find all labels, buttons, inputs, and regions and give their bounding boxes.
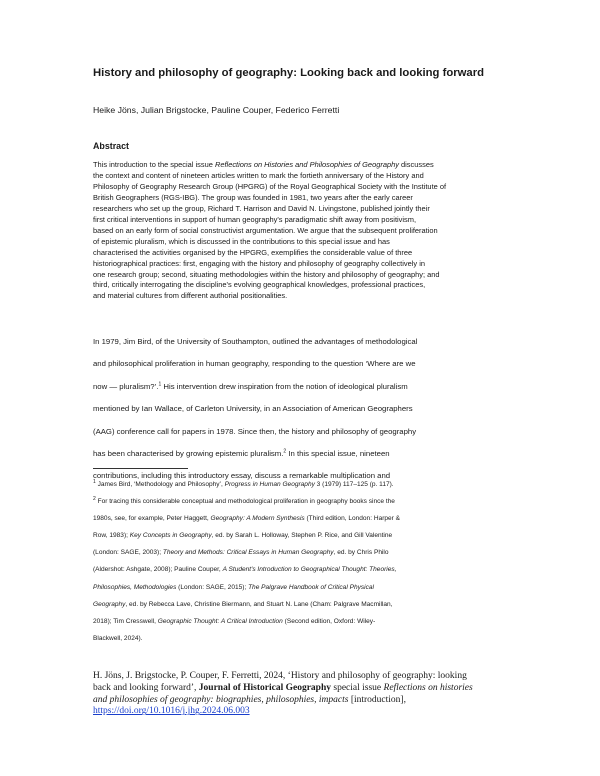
abstract-line: British Geographers (RGS-IBG). The group was founded in 1981, two years after the early career: [93, 192, 413, 202]
footnotes: [93, 476, 523, 647]
journal-name: Journal of Historical Geography: [198, 682, 331, 693]
footnote-2-line: (London: SAGE, 2003); Theory and Methods: Critical Essays in Human Geography, ed. by Chris Philo: [93, 549, 389, 557]
doi-link[interactable]: https://doi.org/10.1016/j.jhg.2024.06.003: [93, 706, 250, 717]
abstract-text: [93, 160, 523, 302]
footnote-2-line: 2018); Tim Cresswell, Geographic Thought: A Critical Introduction (Second edition, Oxford: Wiley-: [93, 617, 376, 625]
footnote-1: $^1$ James Bird, ‘Methodology and Philosophy’, Progress in Human Geography 3 (1979) 117–125 (p. 117).: [93, 478, 394, 488]
footnote-2-line: 1980s, see, for example, Peter Haggett, Geography: A Modern Synthesis (Third edition, London: Harper &: [93, 515, 401, 523]
abstract-line: third, critically interrogating the discipline's evolving geographical knowledges, professional practices,: [93, 280, 426, 290]
footnote-2-line: (Aldershot: Ashgate, 2008); Pauline Couper, A Student's Introduction to Geographical Thought: Theories,: [93, 566, 397, 574]
abstract-line: the context and content of nineteen articles written to mark the fortieth anniversary of the History and: [93, 170, 424, 180]
citation-line: H. Jöns, J. Brigstocke, P. Couper, F. Ferretti, 2024, ‘History and philosophy of geography: looking: [93, 671, 467, 681]
citation-line: back and looking forward’, Journal of Historical Geography special issue Reflections on histories: [93, 682, 473, 693]
footnote-2-line: Row, 1983); Key Concepts in Geography, ed. by Sarah L. Holloway, Stephen P. Rice, and Gill Valentine: [93, 532, 393, 540]
abstract-heading: Abstract: [93, 141, 130, 151]
abstract-line: researchers who set up the group, Richard T. Harrison and David N. Livingstone, published jointly their: [93, 203, 430, 213]
citation-block: [93, 671, 533, 718]
body-line: In 1979, Jim Bird, of the University of Southampton, outlined the advantages of methodological: [93, 337, 418, 346]
abstract-line: Philosophy of Geography Research Group (HPGRG) of the Royal Geographical Society with the Institute of: [93, 181, 447, 191]
body-line: now — pluralism?’.$^1$ His intervention drew inspiration from the notion of ideological pluralism: [93, 381, 408, 391]
body-line: contributions, including this introductory essay, discuss a remarkable multiplication and: [93, 471, 391, 481]
abstract-line: historiographical practices: first, engaging with the history and philosophy of geography collectively in: [93, 258, 425, 268]
abstract-line: and material cultures from different authorial positionalities.: [93, 291, 288, 301]
body-paragraph: [93, 331, 523, 488]
abstract-line: characterised the activities organised by the HPGRG, exemplifies the considerable value of three: [93, 247, 413, 257]
footnote-2-line: Geography, ed. by Rebecca Lave, Christine Biermann, and Stuart N. Lane (Cham: Palgrave Macmillan,: [93, 600, 393, 608]
footnote-divider: [93, 468, 188, 469]
body-line: has been characterised by growing epistemic pluralism.$^2$ In this special issue, nineteen: [93, 448, 390, 459]
abstract-line: based on an early form of social constructivist argumentation. We argue that the subsequent proliferation: [93, 225, 438, 235]
citation-line: [93, 706, 533, 718]
abstract-line: first critical interventions in support of human geography's paradigmatic shift away from positivism,: [93, 214, 417, 224]
body-line: and philosophical proliferation in human geography, responding to the question ‘Where are we: [93, 359, 416, 369]
abstract-line: of epistemic pluralism, which is discussed in the contributions to this special issue and has: [93, 236, 390, 246]
abstract-line: one research group; second, situating methodologies within the history and philosophy of geography; and: [93, 269, 440, 279]
author-list: Heike Jöns, Julian Brigstocke, Pauline Couper, Federico Ferretti: [93, 105, 340, 115]
abstract-line: This introduction to the special issue Reflections on Histories and Philosophies of Geography discusses: [93, 160, 434, 169]
paper-title: History and philosophy of geography: Looking back and looking forward: [93, 67, 485, 79]
body-line: (AAG) conference call for papers in 1978. Since then, the history and philosophy of geography: [93, 426, 417, 436]
footnote-2-line: Blackwell, 2024).: [93, 634, 143, 642]
citation-line: and philosophies of geography: biographies, philosophies, impacts [introduction],: [93, 694, 406, 705]
footnote-2-line: $^2$ For tracing this considerable conceptual and methodological proliferation in geography books since the: [93, 495, 395, 506]
footnote-2-line: Philosophies, Methodologies (London: SAGE, 2015); The Palgrave Handbook of Critical Physical: [93, 583, 374, 591]
footnote-marker[interactable]: 2: [283, 448, 287, 455]
body-line: mentioned by Ian Wallace, of Carleton University, in an Association of American Geographers: [93, 404, 413, 414]
footnote-marker[interactable]: 1: [158, 381, 162, 388]
